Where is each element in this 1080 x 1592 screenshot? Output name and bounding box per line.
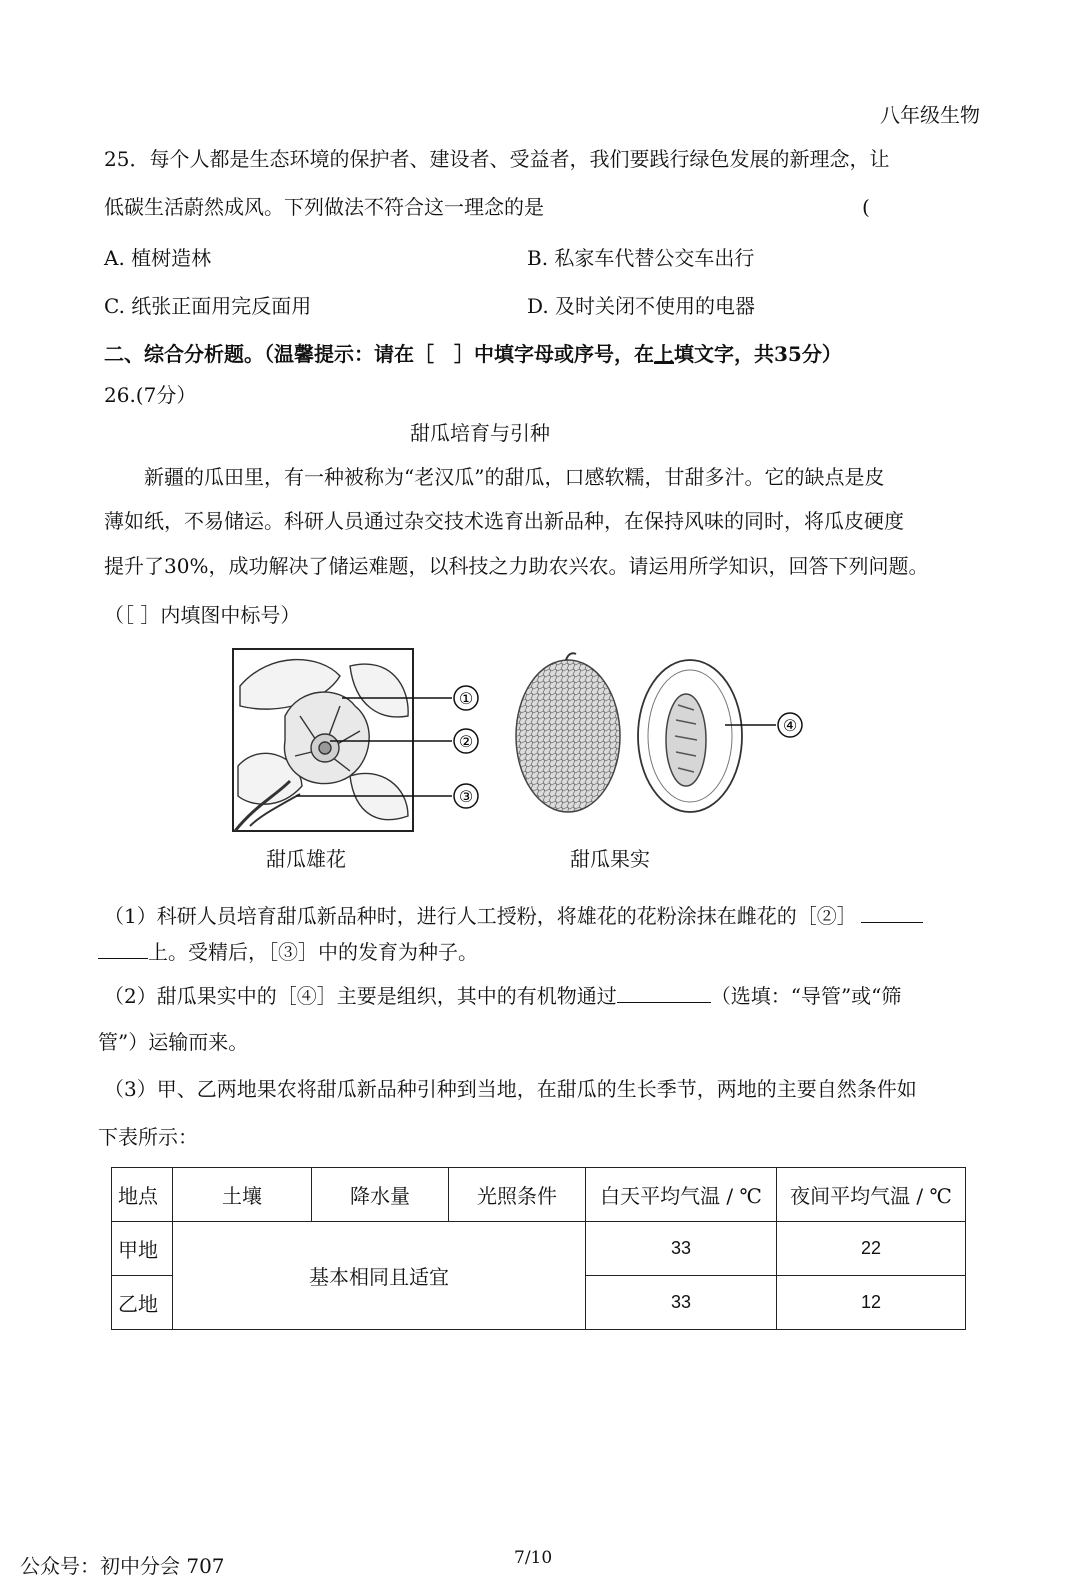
footer-account: 公众号：初中分会 707 xyxy=(20,1554,225,1578)
q26-para1: 新疆的瓜田里，有一种被称为“老汉瓜”的甜瓜，口感软糯，甘甜多汁。它的缺点是皮 xyxy=(144,465,885,489)
header-light: 光照条件 xyxy=(449,1168,586,1222)
row1-night-temp: 22 xyxy=(777,1222,966,1276)
page-number: 7/10 xyxy=(514,1548,553,1568)
header-precipitation: 降水量 xyxy=(312,1168,449,1222)
q25-line1: 25．每个人都是生态环境的保护者、建设者、受益者，我们要践行绿色发展的新理念，让 xyxy=(104,147,890,171)
cut-melon xyxy=(638,660,742,812)
marker-1 xyxy=(454,686,478,710)
merged-conditions: 基本相同且适宜 xyxy=(173,1222,586,1330)
svg-text:②: ② xyxy=(458,732,474,751)
row1-day-temp: 33 xyxy=(586,1222,777,1276)
melon-fruit-figure xyxy=(510,650,810,820)
q26-para4: （［ ］内填图中标号） xyxy=(104,603,301,627)
section2-heading-underlined: 上 xyxy=(654,342,674,366)
fruit-caption: 甜瓜果实 xyxy=(570,847,650,871)
answer-blank-stigma-cont[interactable] xyxy=(98,938,148,959)
q26-number: 26.(7分） xyxy=(104,383,197,407)
svg-text:③: ③ xyxy=(458,787,474,806)
q26-sub1-text: （1）科研人员培育甜瓜新品种时，进行人工授粉，将雄花的花粉涂抹在雌花的［②］ xyxy=(104,904,857,928)
q25-option-d: D. 及时关闭不使用的电器 xyxy=(527,294,756,318)
q26-para2: 薄如纸，不易储运。科研人员通过杂交技术选育出新品种，在保持风味的同时，将瓜皮硬度 xyxy=(104,509,904,533)
melon-flower-figure xyxy=(230,646,500,836)
q25-line2: 低碳生活蔚然成风。下列做法不符合这一理念的是 xyxy=(104,195,544,219)
q26-sub2-line2: 管”）运输而来。 xyxy=(98,1030,249,1054)
marker-4 xyxy=(778,713,802,737)
svg-text:①: ① xyxy=(458,689,474,708)
q26-sub3-line1: （3）甲、乙两地果农将甜瓜新品种引种到当地，在甜瓜的生长季节，两地的主要自然条件如 xyxy=(104,1077,917,1101)
header-day-temp: 白天平均气温 / ℃ xyxy=(586,1168,777,1222)
q26-sub2-line1 xyxy=(104,982,901,1010)
answer-blank-stigma[interactable] xyxy=(861,902,923,923)
q25-option-b: B. 私家车代替公交车出行 xyxy=(527,246,755,270)
table-row xyxy=(112,1222,966,1276)
row2-place: 乙地 xyxy=(112,1276,173,1330)
answer-blank-vessel[interactable] xyxy=(617,982,711,1003)
q26-sub1-line1 xyxy=(104,902,923,930)
whole-melon xyxy=(516,653,620,812)
q26-title: 甜瓜培育与引种 xyxy=(410,421,550,445)
section2-heading-pre: 二、综合分析题。（温馨提示：请在［ ］中填字母或序号，在 xyxy=(104,342,654,366)
flower-caption: 甜瓜雄花 xyxy=(266,847,346,871)
row2-day-temp: 33 xyxy=(586,1276,777,1330)
section2-heading xyxy=(104,340,842,368)
q26-sub1-line2-text: 上。受精后，［③］中的发育为种子。 xyxy=(148,940,478,964)
q25-option-a: A. 植树造林 xyxy=(104,246,212,270)
header-night-temp: 夜间平均气温 / ℃ xyxy=(777,1168,966,1222)
section2-heading-post: 填文字，共35分） xyxy=(674,342,842,366)
q26-sub3-line2: 下表所示： xyxy=(98,1125,198,1149)
q26-sub2-pre: （2）甜瓜果实中的［④］主要是组织，其中的有机物通过 xyxy=(104,984,617,1008)
q26-sub1-line2 xyxy=(98,938,478,966)
row2-night-temp: 12 xyxy=(777,1276,966,1330)
row1-place: 甲地 xyxy=(112,1222,173,1276)
conditions-table xyxy=(111,1167,966,1330)
header-soil: 土壤 xyxy=(173,1168,312,1222)
q26-para3: 提升了30%，成功解决了储运难题，以科技之力助农兴农。请运用所学知识，回答下列问题。 xyxy=(104,554,929,578)
table-header-row xyxy=(112,1168,966,1222)
svg-text:④: ④ xyxy=(782,716,798,735)
header-place: 地点 xyxy=(112,1168,173,1222)
marker-3 xyxy=(454,784,478,808)
subject-header: 八年级生物 xyxy=(880,103,980,127)
q26-sub2-post: （选填：“导管”或“筛 xyxy=(710,984,902,1008)
q25-answer-paren: ( xyxy=(862,195,870,219)
q25-option-c: C. 纸张正面用完反面用 xyxy=(104,294,312,318)
marker-2 xyxy=(454,729,478,753)
